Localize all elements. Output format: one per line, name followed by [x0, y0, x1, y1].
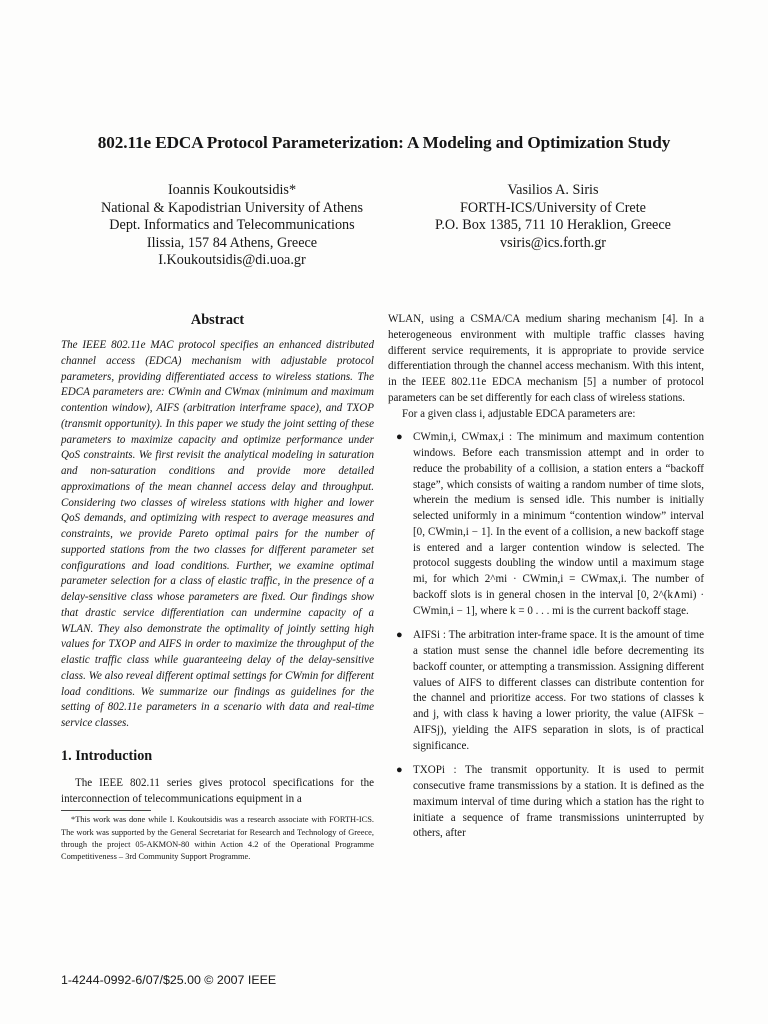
right-paragraph-1: WLAN, using a CSMA/CA medium sharing mechanism [4]. In a heterogeneous environment with multiple traffic classes having different service requirements, it is appropriate to provide service differentiation through the channel access mechanism. With this intent, in the IEEE 802.11e EDCA mechanism [5] a number of protocol parameters can be set differently for each class of wireless stations.	[388, 313, 704, 404]
abstract-text: The IEEE 802.11e MAC protocol specifies an enhanced distributed channel access (EDCA) mechanism with adjustable protocol parameters, providing differentiated access to wireless stations. The EDCA parameters are: CWmin and CWmax (minimum and maximum contention window), AIFS (arbitration interframe space), and TXOP (transmit opportunity). In this paper we study the joint setting of these parameters to maximize capacity and optimize performance under QoS constraints. We first revisit the analytical modeling in saturation and non-saturation conditions and provide more detailed approximations of the mean channel access delay and throughput. Considering two classes of wireless stations with higher and lower QoS demands, and optimizing with respect to average measures and constraints, we provide Pareto optimal pairs for the number of supported stations from the two classes for different parameter set configurations and load conditions. Further, we examine optimal parameter selection for a class of elastic traffic, in the presence of a delay-sensitive class whose parameters are fixed. Our findings show that drastic service differentiation can undermine capacity of a WLAN. They also demonstrate the optimality of jointly setting high values for TXOP and AIFS in order to maximize the throughput of the elastic traffic class while guaranteeing delay of the delay-sensitive class. We also reveal different optimal settings for CWmin for different load conditions. We summarize our findings as guidelines for the setting of 802.11e parameters in a scenario with data and real-time service classes.	[61, 339, 374, 729]
footnote-divider	[61, 810, 151, 811]
author-1-name: Ioannis Koukoutsidis*	[167, 182, 297, 198]
parameter-txop	[388, 763, 704, 842]
author-block-1	[60, 182, 404, 270]
paper-title: 802.11e EDCA Protocol Parameterization: A Modeling and Optimization Study	[97, 133, 671, 152]
author-1-affiliation: National & Kapodistrian University of Athens	[100, 199, 364, 216]
author-1-email: I.Koukoutsidis@di.uoa.gr	[158, 252, 306, 269]
left-column	[61, 312, 374, 863]
bullet-icon: ●	[396, 629, 403, 642]
author-2-name: Vasilios A. Siris	[507, 182, 599, 198]
abstract-heading: Abstract	[190, 312, 245, 328]
right-column	[388, 312, 704, 851]
author-1-department: Dept. Informatics and Telecommunications	[109, 217, 355, 234]
introduction-text: The IEEE 802.11 series gives protocol specifications for the interconnection of telecommunications equipment in a	[61, 776, 374, 805]
parameter-aifs-text: AIFSi : The arbitration inter-frame space. It is the amount of time a station must sense the channel idle before decrementing its backoff counter, or attempting a transmission. Assigning different values of AIFS to different classes can distribute contention for the channel and prioritize access. For two stations of classes k and j, with class k having a lower priority, the value (AIFSk − AIFSj), yielding the AIFS separation in slots, is of practical significance.	[413, 629, 704, 752]
parameter-aifs	[388, 628, 704, 754]
author-block-2	[402, 182, 704, 252]
bullet-icon: ●	[396, 431, 403, 444]
bullet-icon: ●	[396, 764, 403, 777]
footnote: *This work was done while I. Koukoutsidis was a research associate with FORTH-ICS. The work was supported by the General Secretariat for Research and Technology of Greece, through the project 05-AKMON-80 within Action 4.2 of the Operational Programme Competitiveness – 3rd Community Support Programme.	[61, 815, 374, 861]
copyright-imprint: 1-4244-0992-6/07/$25.00 © 2007 IEEE	[61, 973, 277, 987]
author-2-address: P.O. Box 1385, 711 10 Heraklion, Greece	[435, 217, 671, 234]
right-paragraph-2: For a given class i, adjustable EDCA parameters are:	[402, 407, 636, 420]
parameter-txop-text: TXOPi : The transmit opportunity. It is used to permit consecutive frame transmissions by a station. It is defined as the maximum interval of time during which a station has the right to initiate a sequence of frame transmissions uninterrupted by others, after	[413, 764, 704, 840]
author-2-email: vsiris@ics.forth.gr	[499, 234, 607, 251]
author-2-affiliation: FORTH-ICS/University of Crete	[460, 199, 646, 216]
parameter-cw	[388, 430, 704, 619]
edca-parameter-list	[388, 430, 704, 842]
parameter-cw-text: CWmin,i, CWmax,i : The minimum and maximum contention windows. Before each transmission attempt and in order to reduce the probability of a collision, a station enters a “backoff stage”, which consists of waiting a random number of time slots, wherein the medium is sensed idle. This number is initially selected uniformly in a minimum “contention window” interval [0, CWmin,i − 1]. In the event of a collision, a new backoff stage is entered and a larger contention window is selected. The protocol suggests doubling the window until a maximum stage mi, for which 2^mi · CWmin,i = CWmax,i. The number of backoff slots is in general chosen in the interval [0, 2^(k∧mi) · CWmin,i − 1], where k = 0 . . . mi is the current backoff stage.	[413, 431, 704, 617]
introduction-heading: 1. Introduction	[61, 747, 153, 764]
author-1-address: Ilissia, 157 84 Athens, Greece	[146, 234, 318, 251]
